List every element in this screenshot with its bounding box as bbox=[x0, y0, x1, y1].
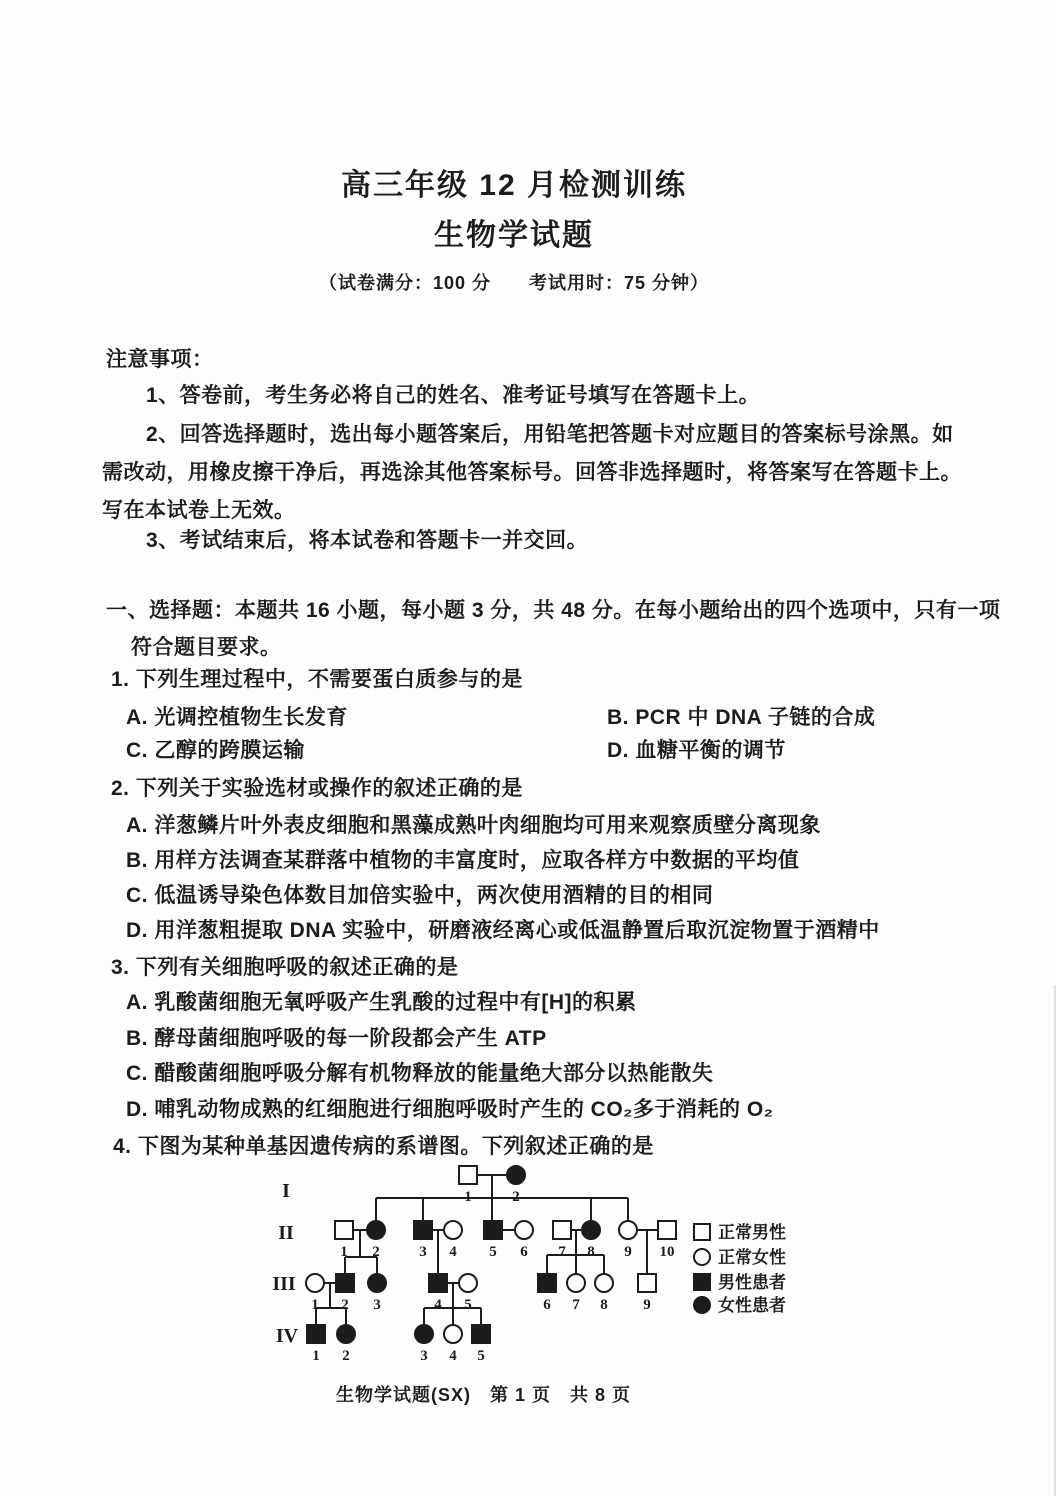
question-1-option-d: D. 血糖平衡的调节 bbox=[607, 739, 786, 762]
pedigree-number-III-4: 4 bbox=[434, 1297, 442, 1313]
question-1-stem: 1. 下列生理过程中，不需要蛋白质参与的是 bbox=[111, 668, 523, 691]
pedigree-generation-label-III: III bbox=[272, 1273, 296, 1295]
legend-square-open-icon bbox=[694, 1224, 710, 1240]
pedigree-number-II-3: 3 bbox=[419, 1244, 427, 1260]
pedigree-number-IV-3: 3 bbox=[420, 1348, 428, 1364]
pedigree-number-II-9: 9 bbox=[624, 1244, 632, 1260]
legend-label: 正常男性 bbox=[718, 1223, 786, 1242]
page-footer: 生物学试题(SX) 第 1 页 共 8 页 bbox=[335, 1385, 632, 1405]
pedigree-individual-III-3 bbox=[368, 1274, 386, 1292]
pedigree-individual-III-9 bbox=[638, 1274, 656, 1292]
question-2-option-a: A. 洋葱鳞片叶外表皮细胞和黑藻成熟叶肉细胞均可用来观察质壁分离现象 bbox=[126, 814, 821, 837]
pedigree-diagram bbox=[270, 1160, 870, 1375]
pedigree-individual-III-4 bbox=[429, 1274, 447, 1292]
pedigree-generation-label-I: I bbox=[282, 1180, 290, 1202]
notice-item-1: 1、答卷前，考生务必将自己的姓名、准考证号填写在答题卡上。 bbox=[146, 384, 761, 407]
pedigree-individual-III-5 bbox=[459, 1274, 477, 1292]
question-3-option-c: C. 醋酸菌细胞呼吸分解有机物释放的能量绝大部分以热能散失 bbox=[126, 1062, 714, 1085]
notice-item-2-line1: 2、回答选择题时，选出每小题答案后，用铅笔把答题卡对应题目的答案标号涂黑。如 bbox=[146, 423, 954, 446]
question-1-option-a: A. 光调控植物生长发育 bbox=[126, 706, 348, 729]
question-4-stem: 4. 下图为某种单基因遗传病的系谱图。下列叙述正确的是 bbox=[113, 1135, 654, 1158]
pedigree-number-II-5: 5 bbox=[489, 1244, 497, 1260]
pedigree-number-II-6: 6 bbox=[520, 1244, 528, 1260]
notice-item-3: 3、考试结束后，将本试卷和答题卡一并交回。 bbox=[146, 529, 589, 552]
pedigree-number-IV-1: 1 bbox=[312, 1348, 320, 1364]
pedigree-individual-II-10 bbox=[658, 1221, 676, 1239]
question-2-option-c: C. 低温诱导染色体数目加倍实验中，两次使用酒精的目的相同 bbox=[126, 884, 714, 907]
pedigree-number-I-2: 2 bbox=[512, 1189, 520, 1205]
pedigree-number-II-1: 1 bbox=[340, 1244, 348, 1260]
page-title: 高三年级 12 月检测训练 bbox=[340, 169, 688, 202]
pedigree-number-II-8: 8 bbox=[587, 1244, 595, 1260]
legend-circle-filled-icon bbox=[694, 1297, 710, 1313]
pedigree-individual-III-6 bbox=[538, 1274, 556, 1292]
section-1-header-line2: 符合题目要求。 bbox=[131, 636, 282, 659]
pedigree-individual-II-4 bbox=[444, 1221, 462, 1239]
pedigree-individual-III-7 bbox=[567, 1274, 585, 1292]
section-1-header-line1: 一、选择题：本题共 16 小题，每小题 3 分，共 48 分。在每小题给出的四个选项中，只有一项 bbox=[106, 599, 1001, 622]
question-3-option-a: A. 乳酸菌细胞无氧呼吸产生乳酸的过程中有[H]的积累 bbox=[126, 991, 637, 1014]
question-2-option-b: B. 用样方法调查某群落中植物的丰富度时，应取各样方中数据的平均值 bbox=[126, 849, 800, 872]
question-3-stem: 3. 下列有关细胞呼吸的叙述正确的是 bbox=[111, 956, 459, 979]
pedigree-individual-II-5 bbox=[484, 1221, 502, 1239]
pedigree-individual-I-2 bbox=[507, 1166, 525, 1184]
pedigree-generation-label-IV: IV bbox=[275, 1325, 299, 1347]
question-1-option-b: B. PCR 中 DNA 子链的合成 bbox=[607, 706, 876, 729]
pedigree-number-II-7: 7 bbox=[558, 1244, 566, 1260]
pedigree-individual-II-9 bbox=[619, 1221, 637, 1239]
pedigree-individual-IV-5 bbox=[472, 1325, 490, 1343]
pedigree-number-III-5: 5 bbox=[464, 1297, 472, 1313]
pedigree-individual-II-3 bbox=[414, 1221, 432, 1239]
pedigree-individual-IV-4 bbox=[444, 1325, 462, 1343]
pedigree-number-III-9: 9 bbox=[643, 1297, 651, 1313]
pedigree-number-IV-4: 4 bbox=[449, 1348, 457, 1364]
pedigree-individual-II-7 bbox=[553, 1221, 571, 1239]
exam-info: （试卷满分：100 分 考试用时：75 分钟） bbox=[318, 273, 710, 293]
pedigree-number-III-6: 6 bbox=[543, 1297, 551, 1313]
pedigree-number-III-3: 3 bbox=[373, 1297, 381, 1313]
pedigree-number-II-10: 10 bbox=[659, 1244, 675, 1260]
question-3-option-d: D. 哺乳动物成熟的红细胞进行细胞呼吸时产生的 CO₂多于消耗的 O₂ bbox=[126, 1098, 774, 1121]
notice-item-2-line3: 写在本试卷上无效。 bbox=[102, 499, 296, 522]
pedigree-individual-I-1 bbox=[459, 1166, 477, 1184]
pedigree-individual-III-8 bbox=[595, 1274, 613, 1292]
legend-circle-open-icon bbox=[694, 1249, 710, 1265]
question-3-option-b: B. 酵母菌细胞呼吸的每一阶段都会产生 ATP bbox=[126, 1027, 547, 1050]
pedigree-individual-III-2 bbox=[336, 1274, 354, 1292]
pedigree-number-IV-2: 2 bbox=[342, 1348, 350, 1364]
pedigree-individual-IV-3 bbox=[415, 1325, 433, 1343]
pedigree-number-III-1: 1 bbox=[311, 1297, 319, 1313]
legend-label: 正常女性 bbox=[718, 1248, 786, 1267]
pedigree-individual-II-8 bbox=[582, 1221, 600, 1239]
pedigree-number-III-2: 2 bbox=[341, 1297, 349, 1313]
pedigree-number-II-2: 2 bbox=[372, 1244, 380, 1260]
pedigree-number-III-7: 7 bbox=[572, 1297, 580, 1313]
question-1-option-c: C. 乙醇的跨膜运输 bbox=[126, 739, 305, 762]
pedigree-individual-II-2 bbox=[367, 1221, 385, 1239]
question-2-option-d: D. 用洋葱粗提取 DNA 实验中，研磨液经离心或低温静置后取沉淀物置于酒精中 bbox=[126, 919, 880, 942]
pedigree-individual-II-6 bbox=[515, 1221, 533, 1239]
legend-label: 男性患者 bbox=[718, 1273, 786, 1292]
pedigree-individual-II-1 bbox=[335, 1221, 353, 1239]
pedigree-individual-III-1 bbox=[306, 1274, 324, 1292]
pedigree-number-I-1: 1 bbox=[464, 1189, 472, 1205]
pedigree-number-II-4: 4 bbox=[449, 1244, 457, 1260]
pedigree-generation-label-II: II bbox=[278, 1222, 294, 1244]
pedigree-individual-IV-2 bbox=[337, 1325, 355, 1343]
notice-heading: 注意事项： bbox=[106, 348, 214, 371]
pedigree-number-III-8: 8 bbox=[600, 1297, 608, 1313]
pedigree-number-IV-5: 5 bbox=[477, 1348, 485, 1364]
notice-item-2-line2: 需改动，用橡皮擦干净后，再选涂其他答案标号。回答非选择题时，将答案写在答题卡上。 bbox=[102, 461, 962, 484]
pedigree-individual-IV-1 bbox=[307, 1325, 325, 1343]
legend-label: 女性患者 bbox=[718, 1296, 786, 1315]
page-subtitle: 生物学试题 bbox=[434, 219, 594, 252]
question-2-stem: 2. 下列关于实验选材或操作的叙述正确的是 bbox=[111, 777, 523, 800]
legend-square-filled-icon bbox=[694, 1274, 710, 1290]
